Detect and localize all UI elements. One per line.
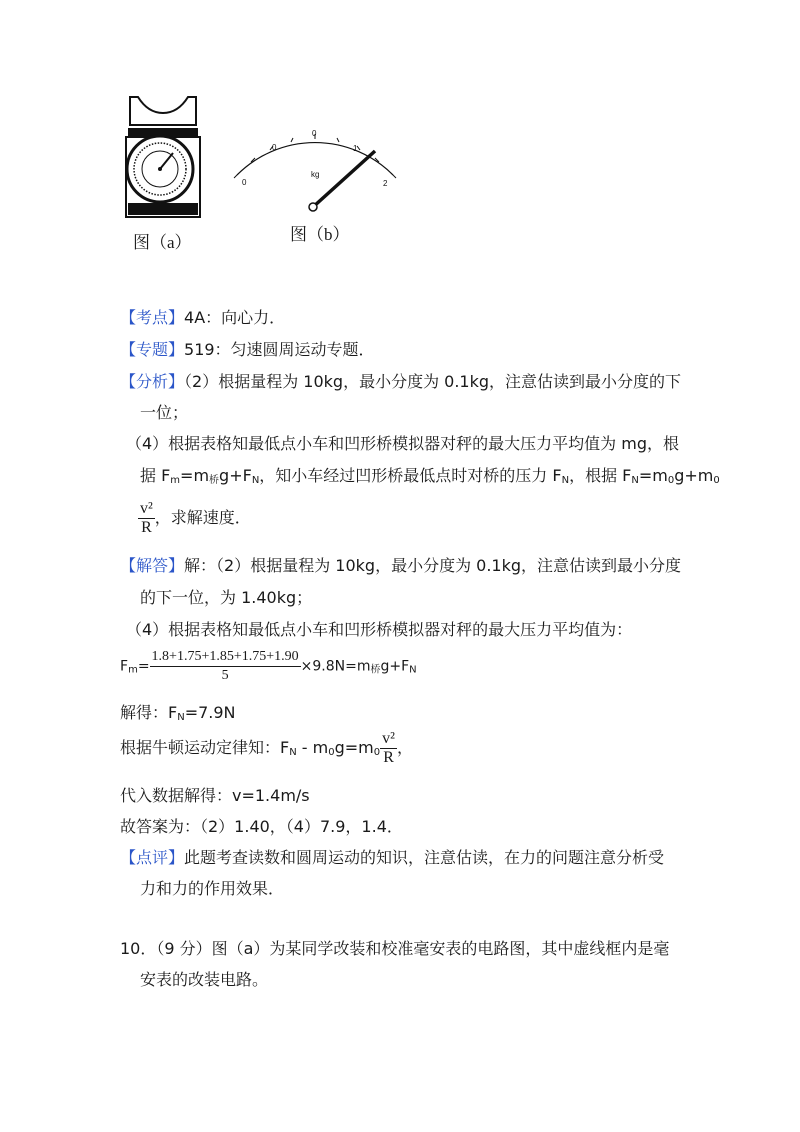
newton-c: g=m	[334, 738, 374, 757]
fenxi-frac-den: R	[141, 519, 152, 536]
substitute-line: 代入数据解得：v=1.4m/s	[120, 786, 310, 805]
figure-b	[225, 115, 405, 215]
fenxi-l4-sub6: 0	[667, 475, 675, 486]
fm-frac-num: 1.8+1.75+1.85+1.75+1.90	[150, 648, 301, 667]
jieda-line3: （4）根据表格知最低点小车和凹形桥模拟器对秤的最大压力平均值为：	[126, 620, 633, 639]
fenxi-frac-num: v²	[140, 500, 153, 517]
newton-b: - m	[296, 738, 329, 757]
scale-device-illustration	[118, 95, 208, 225]
fenxi-l4-sub4: N	[561, 475, 570, 486]
fenxi-tag: 【分析】	[120, 372, 185, 391]
figure-a-caption: 图（a）	[133, 233, 192, 252]
jieda-tag: 【解答】	[120, 556, 185, 575]
fenxi-l4-f: =m	[638, 466, 668, 485]
fm-frac-den: 5	[221, 668, 229, 683]
question-10-line2: 安表的改装电路。	[140, 970, 269, 989]
zhuanti-tag: 【专题】	[120, 340, 185, 359]
fenxi-l4-b: =m	[180, 466, 210, 485]
kaodian-line	[120, 305, 285, 328]
dianping-line1	[120, 845, 664, 868]
newton-equation	[120, 730, 413, 767]
fenxi-l4-c: g+F	[219, 466, 252, 485]
answer-line: 故答案为：（2）1.40，（4）7.9，1.4．	[120, 817, 403, 836]
res1-a: 解得：F	[120, 703, 178, 722]
fm-equation	[120, 648, 417, 685]
fenxi-l4-e: ，根据 F	[569, 466, 632, 485]
fm-F: F	[120, 658, 129, 675]
scale-label-mid-left: 0	[272, 143, 277, 152]
dial-scale-illustration	[225, 115, 405, 215]
newton-sub2: 0	[328, 747, 335, 758]
fenxi-line2: 一位；	[140, 403, 189, 422]
fm-fraction	[150, 648, 301, 685]
newton-d: ，	[396, 738, 413, 757]
question-10-line1: 10．（9 分）图（a）为某同学改装和校准毫安表的电路图，其中虚线框内是毫	[120, 939, 670, 958]
zhuanti-line	[120, 337, 375, 360]
jieda-line2: 的下一位，为 1.40kg；	[140, 588, 313, 607]
fenxi-l4-sub1: m	[170, 475, 181, 486]
newton-sub1: N	[289, 747, 297, 758]
figure-a	[118, 95, 208, 225]
fenxi-line4	[140, 463, 720, 486]
fenxi-text1: （2）根据量程为 10kg，最小分度为 0.1kg，注意估读到最小分度的下	[184, 372, 682, 391]
fenxi-l4-sub7: 0	[713, 475, 720, 486]
fenxi-fraction	[138, 500, 155, 537]
scale-label-one: 1	[353, 144, 358, 153]
newton-fraction	[380, 730, 397, 767]
jieda-text1: 解：（2）根据量程为 10kg，最小分度为 0.1kg，注意估读到最小分度	[184, 556, 682, 575]
res1-sub: N	[177, 712, 185, 723]
fm-sub2: 桥	[370, 664, 381, 676]
res1-b: =7.9N	[184, 703, 236, 722]
scale-label-two: 2	[383, 179, 388, 188]
dianping-text1: 此题考查读数和圆周运动的知识，注意估读，在力的问题注意分析受	[184, 848, 665, 867]
scale-unit-label: kg	[311, 170, 320, 179]
figure-b-caption: 图（b）	[290, 225, 350, 244]
newton-a: 根据牛顿运动定律知：F	[120, 738, 290, 757]
newton-sub3: 0	[373, 747, 381, 758]
fenxi-l4-a: 据 F	[140, 466, 171, 485]
fenxi-text5: ，求解速度．	[154, 508, 251, 527]
fm-sub3: N	[409, 664, 417, 676]
fenxi-l4-sub5: N	[631, 475, 639, 486]
kaodian-tag: 【考点】	[120, 308, 185, 327]
fenxi-line5	[138, 500, 251, 537]
zhuanti-text: 519：匀速圆周运动专题．	[184, 340, 375, 359]
dianping-tag: 【点评】	[120, 848, 185, 867]
fenxi-line3: （4）根据表格知最低点小车和凹形桥模拟器对秤的最大压力平均值为 mg，根	[126, 434, 680, 453]
scale-label-zero: 0	[312, 129, 317, 138]
fm-eq: =	[137, 658, 150, 675]
fenxi-l4-sub3: N	[251, 475, 260, 486]
fm-b: ×9.8N=m	[300, 658, 371, 675]
dianping-line2: 力和力的作用效果．	[140, 879, 285, 898]
newton-frac-num: v²	[382, 730, 395, 747]
result-fn	[120, 700, 236, 723]
scale-label-left: 0	[242, 178, 247, 187]
fenxi-l4-g: g+m	[674, 466, 714, 485]
fenxi-l4-sub2: 桥	[209, 475, 220, 486]
fm-sub: m	[128, 664, 138, 676]
fenxi-line1	[120, 369, 681, 392]
fm-c: g+F	[380, 658, 410, 675]
newton-frac-den: R	[383, 749, 394, 766]
kaodian-text: 4A：向心力．	[184, 308, 286, 327]
fenxi-l4-d: ，知小车经过凹形桥最低点时对桥的压力 F	[259, 466, 562, 485]
jieda-line1	[120, 553, 681, 576]
